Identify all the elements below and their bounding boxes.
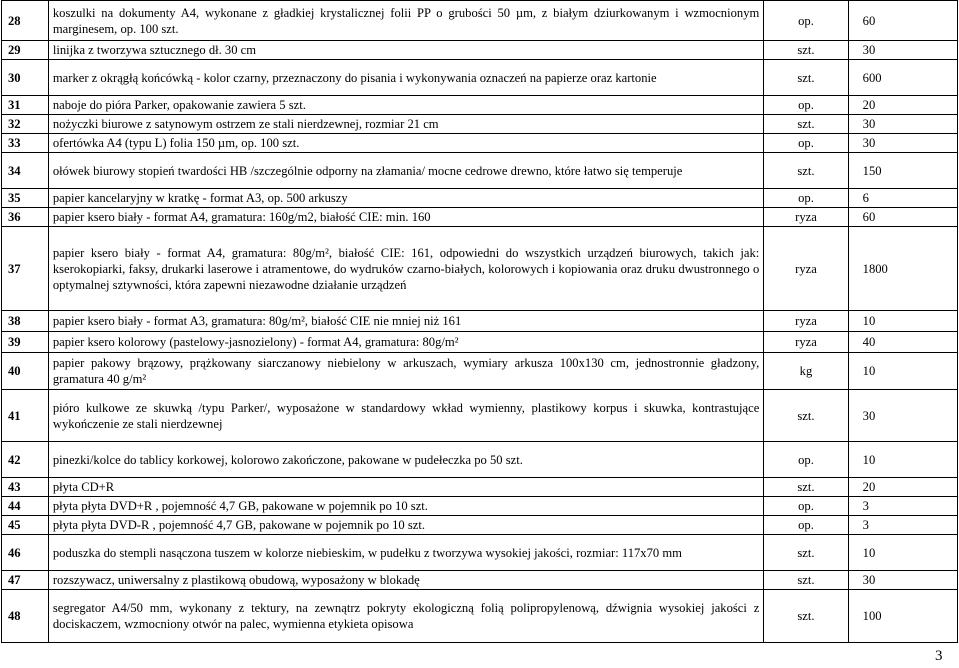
table-row — [2, 1, 958, 41]
item-description: rozszywacz, uniwersalny z plastikową obudową, wyposażony w blokadę — [48, 571, 763, 590]
item-description: poduszka do stempli nasączona tuszem w kolorze niebieskim, w pudełku z tworzywa wysokiej jakości, rozmiar: 117x70 mm — [48, 535, 763, 571]
item-quantity: 60 — [848, 1, 957, 41]
item-quantity: 30 — [848, 115, 957, 134]
row-number: 48 — [2, 590, 49, 643]
row-number: 40 — [2, 353, 49, 390]
item-description: nożyczki biurowe z satynowym ostrzem ze stali nierdzewnej, rozmiar 21 cm — [48, 115, 763, 134]
item-description: koszulki na dokumenty A4, wykonane z gładkiej krystalicznej folii PP o grubości 50 µm, z białym dziurkowanym i wzmocnionym marginesem, op. 100 szt. — [48, 1, 763, 41]
row-number: 44 — [2, 497, 49, 516]
table-row — [2, 311, 958, 332]
row-number: 34 — [2, 153, 49, 189]
item-quantity: 10 — [848, 535, 957, 571]
item-description: płyta płyta DVD+R , pojemność 4,7 GB, pakowane w pojemnik po 10 szt. — [48, 497, 763, 516]
item-description: pióro kulkowe ze skuwką /typu Parker/, wyposażone w standardowy wkład wymienny, plastikowy korpus i skuwka, kontrastujące wykończenie ze stali nierdzewnej — [48, 390, 763, 442]
item-quantity: 20 — [848, 478, 957, 497]
row-number: 47 — [2, 571, 49, 590]
item-unit: kg — [764, 353, 848, 390]
item-quantity: 60 — [848, 208, 957, 227]
item-description: naboje do pióra Parker, opakowanie zawiera 5 szt. — [48, 96, 763, 115]
item-description: ofertówka A4 (typu L) folia 150 µm, op. 100 szt. — [48, 134, 763, 153]
item-unit: szt. — [764, 41, 848, 60]
item-quantity: 10 — [848, 353, 957, 390]
row-number: 38 — [2, 311, 49, 332]
item-quantity: 3 — [848, 516, 957, 535]
table-row — [2, 442, 958, 478]
item-unit: op. — [764, 516, 848, 535]
table-row — [2, 497, 958, 516]
item-description: płyta CD+R — [48, 478, 763, 497]
item-unit: ryza — [764, 227, 848, 311]
row-number: 46 — [2, 535, 49, 571]
item-quantity: 20 — [848, 96, 957, 115]
item-description: marker z okrągłą końcówką - kolor czarny, przeznaczony do pisania i wykonywania oznaczeń na papierze oraz kartonie — [48, 60, 763, 96]
table-row — [2, 41, 958, 60]
item-description: segregator A4/50 mm, wykonany z tektury, na zewnątrz pokryty ekologiczną folią polipropylenową, dźwignia wysokiej jakości z dociskaczem, wzmocniony otwór na palec, wymienna etykieta opisowa — [48, 590, 763, 643]
item-quantity: 30 — [848, 41, 957, 60]
row-number: 39 — [2, 332, 49, 353]
item-unit: szt. — [764, 153, 848, 189]
table-row — [2, 390, 958, 442]
table-row — [2, 227, 958, 311]
item-description: papier ksero biały - format A4, gramatura: 80g/m², białość CIE: 161, odpowiedni do wszystkich urządzeń biurowych, takich jak: kserokopiarki, faksy, drukarki laserowe i atramentowe, do wydruków czarno-białych, kolorowych i kopiowania oraz druku dwustronnego o optymalnej sztywności, która zapewni niezawodne działanie urządzeń — [48, 227, 763, 311]
item-unit: ryza — [764, 332, 848, 353]
item-description: pinezki/kolce do tablicy korkowej, kolorowo zakończone, pakowane w pudełeczka po 50 szt. — [48, 442, 763, 478]
item-unit: szt. — [764, 115, 848, 134]
table-row — [2, 189, 958, 208]
item-description: papier pakowy brązowy, prążkowany siarczanowy niebielony w arkuszach, wymiary arkusza 100x130 cm, jednostronnie gładzony, gramatura 40 g/m² — [48, 353, 763, 390]
row-number: 35 — [2, 189, 49, 208]
item-quantity: 100 — [848, 590, 957, 643]
row-number: 43 — [2, 478, 49, 497]
item-description: linijka z tworzywa sztucznego dł. 30 cm — [48, 41, 763, 60]
item-quantity: 10 — [848, 442, 957, 478]
item-unit: szt. — [764, 590, 848, 643]
item-quantity: 150 — [848, 153, 957, 189]
item-quantity: 10 — [848, 311, 957, 332]
item-quantity: 1800 — [848, 227, 957, 311]
item-description: papier ksero biały - format A4, gramatura: 160g/m2, białość CIE: min. 160 — [48, 208, 763, 227]
item-quantity: 30 — [848, 390, 957, 442]
item-unit: szt. — [764, 571, 848, 590]
table-row — [2, 96, 958, 115]
item-quantity: 6 — [848, 189, 957, 208]
page-number: 3 — [935, 648, 943, 664]
item-quantity: 30 — [848, 571, 957, 590]
table-row — [2, 571, 958, 590]
item-unit: op. — [764, 497, 848, 516]
item-unit: op. — [764, 189, 848, 208]
item-description: papier ksero biały - format A3, gramatura: 80g/m², białość CIE nie mniej niż 161 — [48, 311, 763, 332]
row-number: 29 — [2, 41, 49, 60]
item-unit: ryza — [764, 208, 848, 227]
item-unit: op. — [764, 442, 848, 478]
table-row — [2, 516, 958, 535]
table-row — [2, 153, 958, 189]
table-row — [2, 353, 958, 390]
item-quantity: 3 — [848, 497, 957, 516]
row-number: 31 — [2, 96, 49, 115]
item-unit: szt. — [764, 390, 848, 442]
table-row — [2, 332, 958, 353]
row-number: 37 — [2, 227, 49, 311]
table-row — [2, 60, 958, 96]
item-unit: op. — [764, 1, 848, 41]
order-items-table — [1, 0, 958, 643]
item-description: papier ksero kolorowy (pastelowy-jasnozielony) - format A4, gramatura: 80g/m² — [48, 332, 763, 353]
item-description: płyta płyta DVD-R , pojemność 4,7 GB, pakowane w pojemnik po 10 szt. — [48, 516, 763, 535]
row-number: 42 — [2, 442, 49, 478]
row-number: 28 — [2, 1, 49, 41]
table-row — [2, 590, 958, 643]
table-row — [2, 478, 958, 497]
item-description: ołówek biurowy stopień twardości HB /szczególnie odporny na złamania/ mocne cedrowe drewno, które łatwo się temperuje — [48, 153, 763, 189]
table-row — [2, 134, 958, 153]
item-quantity: 600 — [848, 60, 957, 96]
item-unit: szt. — [764, 478, 848, 497]
table-row — [2, 208, 958, 227]
table-row — [2, 535, 958, 571]
item-unit: op. — [764, 96, 848, 115]
item-unit: szt. — [764, 60, 848, 96]
table-row — [2, 115, 958, 134]
row-number: 45 — [2, 516, 49, 535]
row-number: 33 — [2, 134, 49, 153]
row-number: 32 — [2, 115, 49, 134]
item-description: papier kancelaryjny w kratkę - format A3, op. 500 arkuszy — [48, 189, 763, 208]
row-number: 41 — [2, 390, 49, 442]
item-quantity: 30 — [848, 134, 957, 153]
item-unit: ryza — [764, 311, 848, 332]
item-unit: szt. — [764, 535, 848, 571]
item-quantity: 40 — [848, 332, 957, 353]
row-number: 36 — [2, 208, 49, 227]
table-body — [2, 1, 958, 643]
row-number: 30 — [2, 60, 49, 96]
item-unit: op. — [764, 134, 848, 153]
